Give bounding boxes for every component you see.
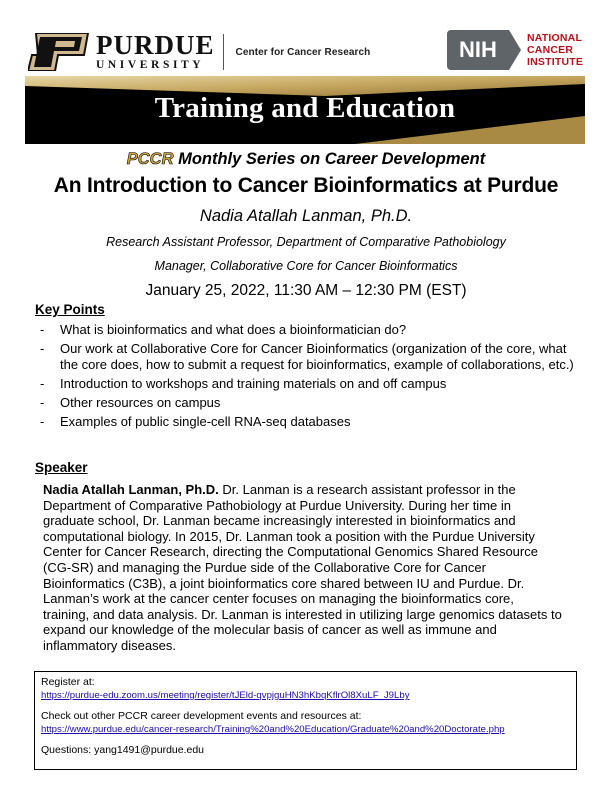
bullet-dash: - (40, 322, 45, 337)
registration-box (34, 671, 577, 770)
list-item: - Other resources on campus (40, 395, 221, 410)
events-label: Check out other PCCR career development events and resources at: (41, 710, 362, 722)
questions-contact: Questions: yang1491@purdue.edu (41, 744, 205, 756)
nci-line1: NATIONAL (527, 32, 583, 44)
presenter-role-2: Manager, Collaborative Core for Cancer Bioinformatics (154, 259, 458, 273)
bullet-dash: - (40, 395, 45, 410)
purdue-sub: UNIVERSITY (96, 59, 205, 71)
center-name: Center for Cancer Research (235, 46, 371, 58)
bullet-dash: - (40, 376, 45, 391)
speaker-heading: Speaker (35, 460, 88, 475)
events-link[interactable]: https://www.purdue.edu/cancer-research/Training%20and%20Education/Graduate%20and%20Doctorate.php (41, 724, 505, 735)
series-line (0, 150, 612, 169)
key-points-list (40, 322, 585, 433)
key-points-heading: Key Points (35, 302, 105, 317)
series-rest: Monthly Series on Career Development (173, 150, 486, 168)
speaker-bio-text: Dr. Lanman is a research assistant professor in the Department of Comparative Pathobiology at Purdue University. During her time in graduate school, Dr. Lanman became increasingly interested in bioinformatics and computational biology. In 2015, Dr. Lanman took a position with the Purdue University Center for Cancer Research, directing the Computational Genomics Shared Resource (CG-SR) and managing the Purdue side of the Collaborative Core for Cancer Bioinformatics (C3B), a joint bioinformatics core shared between IU and Purdue. Dr. Lanman’s work at the cancer center focuses on managing the bioinformatics core, training, and data analysis. Dr. Lanman is interested in utilizing large genomics datasets to expand our knowledge of the molecular basis of cancer as well as immune and inflammatory diseases. (43, 482, 562, 653)
purdue-logo (28, 32, 370, 72)
bullet-dash: - (40, 414, 45, 429)
nih-badge (447, 30, 509, 70)
speaker-name: Nadia Atallah Lanman, Ph.D. (43, 482, 219, 497)
event-title: An Introduction to Cancer Bioinformatics at Purdue (53, 174, 559, 197)
list-item: - Our work at Collaborative Core for Cancer Bioinformatics (organization of the core, what the core does, how to submit a request for bioinformatics, example of collaborations, etc.) (40, 341, 574, 372)
nci-line2: CANCER (527, 44, 574, 56)
event-datetime: January 25, 2022, 11:30 AM – 12:30 PM (EST) (145, 282, 467, 299)
purdue-p-mark-icon (28, 33, 90, 71)
list-item: - Examples of public single-cell RNA-seq databases (40, 414, 351, 429)
register-link[interactable]: https://purdue-edu.zoom.us/meeting/register/tJEld-qvpjguHN3hKbqKflrOl8XuLF_J9Lby (41, 690, 410, 701)
presenter-role-1: Research Assistant Professor, Department of Comparative Pathobiology (106, 235, 506, 249)
nih-nci-logo (447, 30, 583, 70)
bullet-dash: - (40, 341, 45, 356)
series-prefix: PCCR (126, 150, 174, 168)
presenter-name: Nadia Atallah Lanman, Ph.D. (199, 207, 413, 225)
register-label: Register at: (41, 676, 95, 688)
list-item: - Introduction to workshops and training materials on and off campus (40, 376, 447, 391)
header (0, 0, 612, 78)
banner-title: Training and Education (154, 92, 456, 124)
logo-divider (223, 34, 224, 70)
nih-label: NIH (459, 37, 497, 62)
title-banner (25, 76, 585, 144)
nih-badge-tail (509, 30, 521, 70)
list-item: - What is bioinformatics and what does a bioinformatician do? (40, 322, 407, 337)
speaker-bio (43, 482, 563, 654)
purdue-name: PURDUE (96, 30, 215, 60)
nci-line3: INSTITUTE (527, 56, 584, 68)
